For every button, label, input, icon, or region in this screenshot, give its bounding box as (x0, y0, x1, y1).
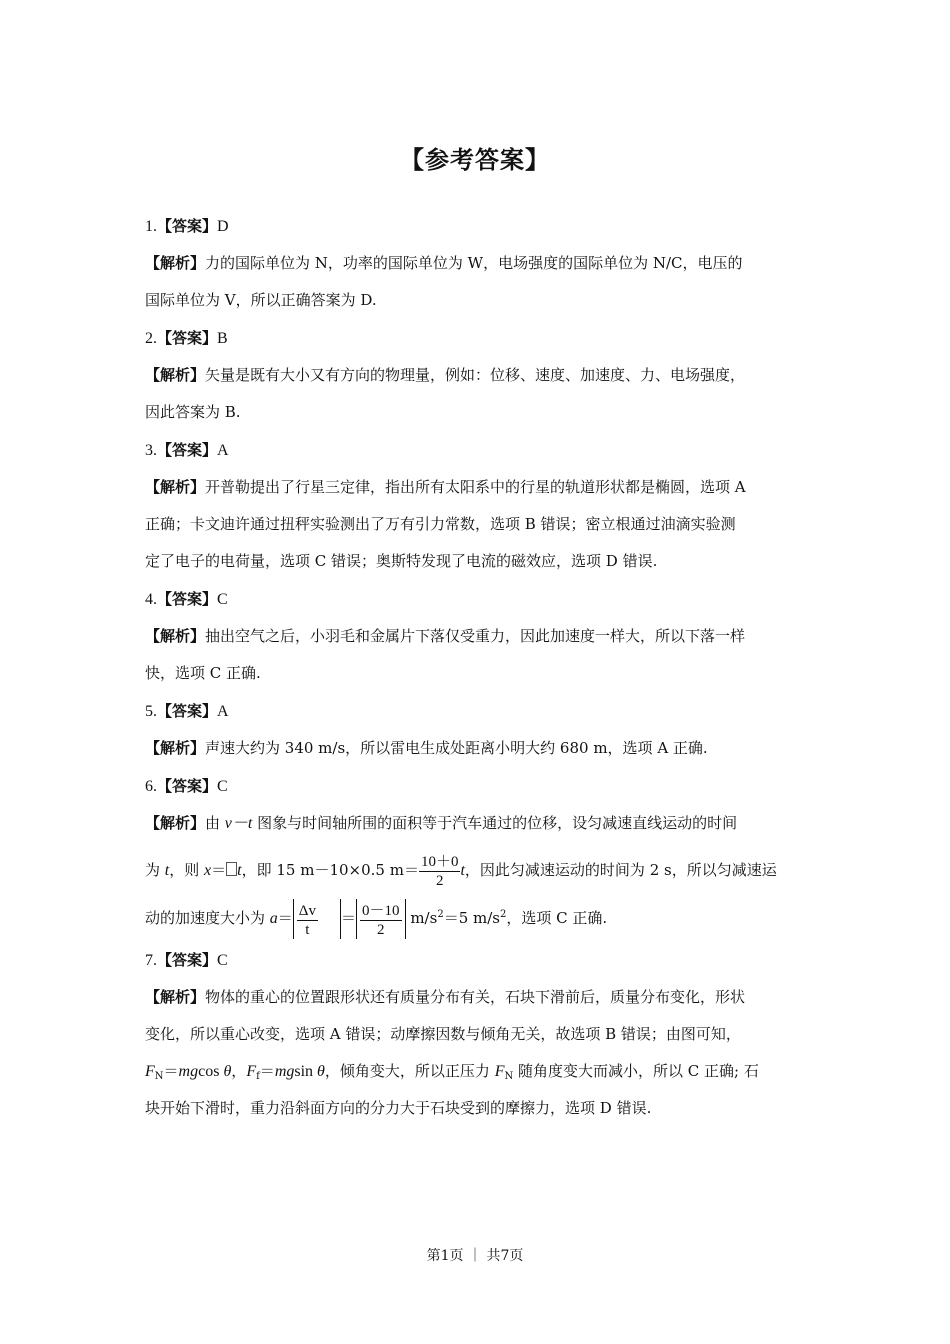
q6-l3-a-var: a (269, 910, 278, 927)
q3-number: 3. (145, 442, 157, 459)
q6-answer: C (217, 778, 228, 795)
q6-fraction-values (360, 902, 402, 939)
q2-number: 2. (145, 330, 157, 347)
q7-comma: ， (231, 1062, 247, 1080)
q5-answer: A (217, 703, 229, 720)
q6-numerator-values: 0－10 (362, 902, 400, 919)
q2-explanation-label: 【解析】 (145, 366, 206, 384)
q6-explanation-label: 【解析】 (145, 814, 206, 832)
q6-l3-eq: ＝ (277, 909, 293, 927)
q6-l2-b: ，则 (169, 861, 205, 879)
q6-l2-t3: t (460, 862, 465, 879)
q3-explanation-line (145, 477, 815, 497)
q3-explanation-line-2: 正确；卡文迪许通过扭秤实验测出了万有引力常数，选项 B 错误；密立根通过油滴实验测 (145, 515, 736, 533)
q7-tail: 随角度变大而减小，所以 C 正确; 石 (513, 1062, 759, 1080)
q7-theta2: θ (313, 1063, 325, 1080)
q3-answer: A (217, 442, 229, 459)
q1-explanation-line-2: 国际单位为 V，所以正确答案为 D. (145, 291, 377, 309)
q1-answer-line (145, 216, 815, 237)
q3-explanation-text: 开普勒提出了行星三定律，指出所有太阳系中的行星的轨道形状都是椭圆，选项 A (205, 478, 746, 496)
q6-explanation-line (145, 813, 815, 834)
q5-explanation-label: 【解析】 (145, 739, 206, 757)
q6-answer-label: 【答案】 (157, 777, 218, 795)
q7-F2: F (246, 1063, 257, 1080)
q6-l2-x: x (204, 862, 212, 879)
q6-l2-t: t (164, 862, 170, 879)
q4-answer-label: 【答案】 (157, 590, 218, 608)
q6-explanation-line-3 (145, 898, 815, 938)
q7-explanation-line (145, 987, 815, 1007)
q5-answer-line (145, 701, 815, 722)
q6-number: 6. (145, 778, 157, 795)
q6-explanation-line-2 (145, 850, 815, 890)
page-title: 【参考答案】 (400, 146, 550, 174)
q2-explanation-line-2: 因此答案为 B. (145, 403, 241, 421)
q3-answer-line (145, 440, 815, 461)
q6-abs-2 (356, 899, 406, 939)
q7-eq2: ＝ (259, 1062, 275, 1080)
q4-explanation-text: 抽出空气之后，小羽毛和金属片下落仅受重力，因此加速度一样大，所以下落一样 (205, 627, 746, 645)
q7-f: f (256, 1071, 260, 1082)
q7-F3: F (494, 1063, 505, 1080)
q7-answer-line (145, 950, 815, 971)
q6-l3-c: ＝5 m/s (443, 909, 500, 927)
q4-number: 4. (145, 591, 157, 608)
q7-explanation-line-3 (145, 1061, 815, 1082)
q6-l3-b: m/s (405, 909, 438, 927)
q1-explanation-label: 【解析】 (145, 254, 206, 272)
q6-l2-a: 为 (145, 861, 165, 879)
q1-number: 1. (145, 218, 157, 235)
q2-explanation-text: 矢量是既有大小又有方向的物理量，例如：位移、速度、加速度、力、电场强度， (205, 366, 746, 384)
q7-N3: N (504, 1071, 514, 1082)
q7-mg: mg (178, 1063, 199, 1080)
q6-l3-a: 动的加速度大小为 (145, 909, 270, 927)
q6-l2-t2: t (237, 862, 242, 879)
q7-cos: cos (198, 1063, 220, 1080)
q7-explanation-line-4: 块开始下滑时，重力沿斜面方向的分力大于石块受到的摩擦力，选项 D 错误. (145, 1099, 652, 1117)
q7-sin: sin (294, 1063, 314, 1080)
q6-l3-d: ，选项 C 正确. (506, 909, 608, 927)
q1-explanation-text: 力的国际单位为 N，功率的国际单位为 W，电场强度的国际单位为 N/C，电压的 (205, 254, 743, 272)
q5-answer-label: 【答案】 (157, 702, 218, 720)
q6-t: t (305, 921, 310, 938)
q6-fraction-denominator: 2 (435, 872, 444, 889)
q7-explanation-line-2: 变化，所以重心改变，选项 A 错误；动摩擦因数与倾角无关，故选项 B 错误；由图可知， (145, 1025, 741, 1043)
q3-explanation-label: 【解析】 (145, 478, 206, 496)
q4-answer-line (145, 589, 815, 610)
q6-vt-var: v－t (224, 815, 253, 832)
q6-fraction-dv-t (297, 902, 318, 939)
q6-l2-c: ，即 15 m－10×0.5 m＝ (241, 861, 419, 879)
q1-answer: D (217, 218, 229, 235)
q3-answer-label: 【答案】 (157, 441, 218, 459)
q7-N: N (154, 1071, 164, 1082)
q6-answer-line (145, 776, 815, 797)
q5-explanation-line (145, 738, 815, 758)
q2-answer: B (217, 330, 228, 347)
q6-text-a: 由 (205, 814, 225, 832)
q5-explanation-text: 声速大约为 340 m/s，所以雷电生成处距离小明大约 680 m，选项 A 正确. (205, 739, 708, 757)
q7-eq: ＝ (163, 1062, 179, 1080)
q7-answer-label: 【答案】 (157, 951, 218, 969)
q2-answer-line (145, 328, 815, 349)
q7-explanation-text: 物体的重心的位置跟形状还有质量分布有关，石块下滑前后，质量分布变化，形状 (205, 988, 746, 1006)
q5-number: 5. (145, 703, 157, 720)
q7-answer: C (217, 952, 228, 969)
q4-explanation-label: 【解析】 (145, 627, 206, 645)
q6-fraction (419, 853, 461, 890)
q6-text-b: 图象与时间轴所围的面积等于汽车通过的位移，设匀减速直线运动的时间 (252, 814, 738, 832)
q2-explanation-line (145, 365, 815, 385)
q6-fraction-numerator: 10＋0 (420, 853, 459, 870)
page-footer: 第1页 ｜ 共7页 (426, 1248, 524, 1264)
q6-l2-eq: ＝ (211, 861, 227, 879)
q6-l3-eq2: ＝ (341, 909, 357, 927)
q7-number: 7. (145, 952, 157, 969)
q4-explanation-line-2: 快，选项 C 正确. (145, 664, 261, 682)
q1-explanation-line (145, 253, 815, 273)
q7-theta: θ (219, 1063, 232, 1080)
q7-mg2: mg (274, 1063, 295, 1080)
q6-l3-sup2: 2 (499, 909, 507, 920)
q1-answer-label: 【答案】 (157, 217, 218, 235)
q7-F: F (145, 1063, 155, 1080)
q6-l2-d: ，因此匀减速运动的时间为 2 s，所以匀减速运 (464, 861, 777, 879)
q6-l3-sup1: 2 (437, 909, 444, 920)
q7-explanation-label: 【解析】 (145, 988, 206, 1006)
q7-rest: ，倾角变大，所以正压力 (324, 1062, 495, 1080)
q4-explanation-line (145, 626, 815, 646)
q6-denominator-values: 2 (377, 921, 385, 938)
q6-abs-1 (293, 899, 341, 939)
q2-answer-label: 【答案】 (157, 329, 218, 347)
q6-dv: Δv (298, 902, 316, 919)
q4-answer: C (217, 591, 228, 608)
missing-glyph-icon (226, 862, 237, 876)
q3-explanation-line-3: 定了电子的电荷量，选项 C 错误；奥斯特发现了电流的磁效应，选项 D 错误. (145, 552, 658, 570)
